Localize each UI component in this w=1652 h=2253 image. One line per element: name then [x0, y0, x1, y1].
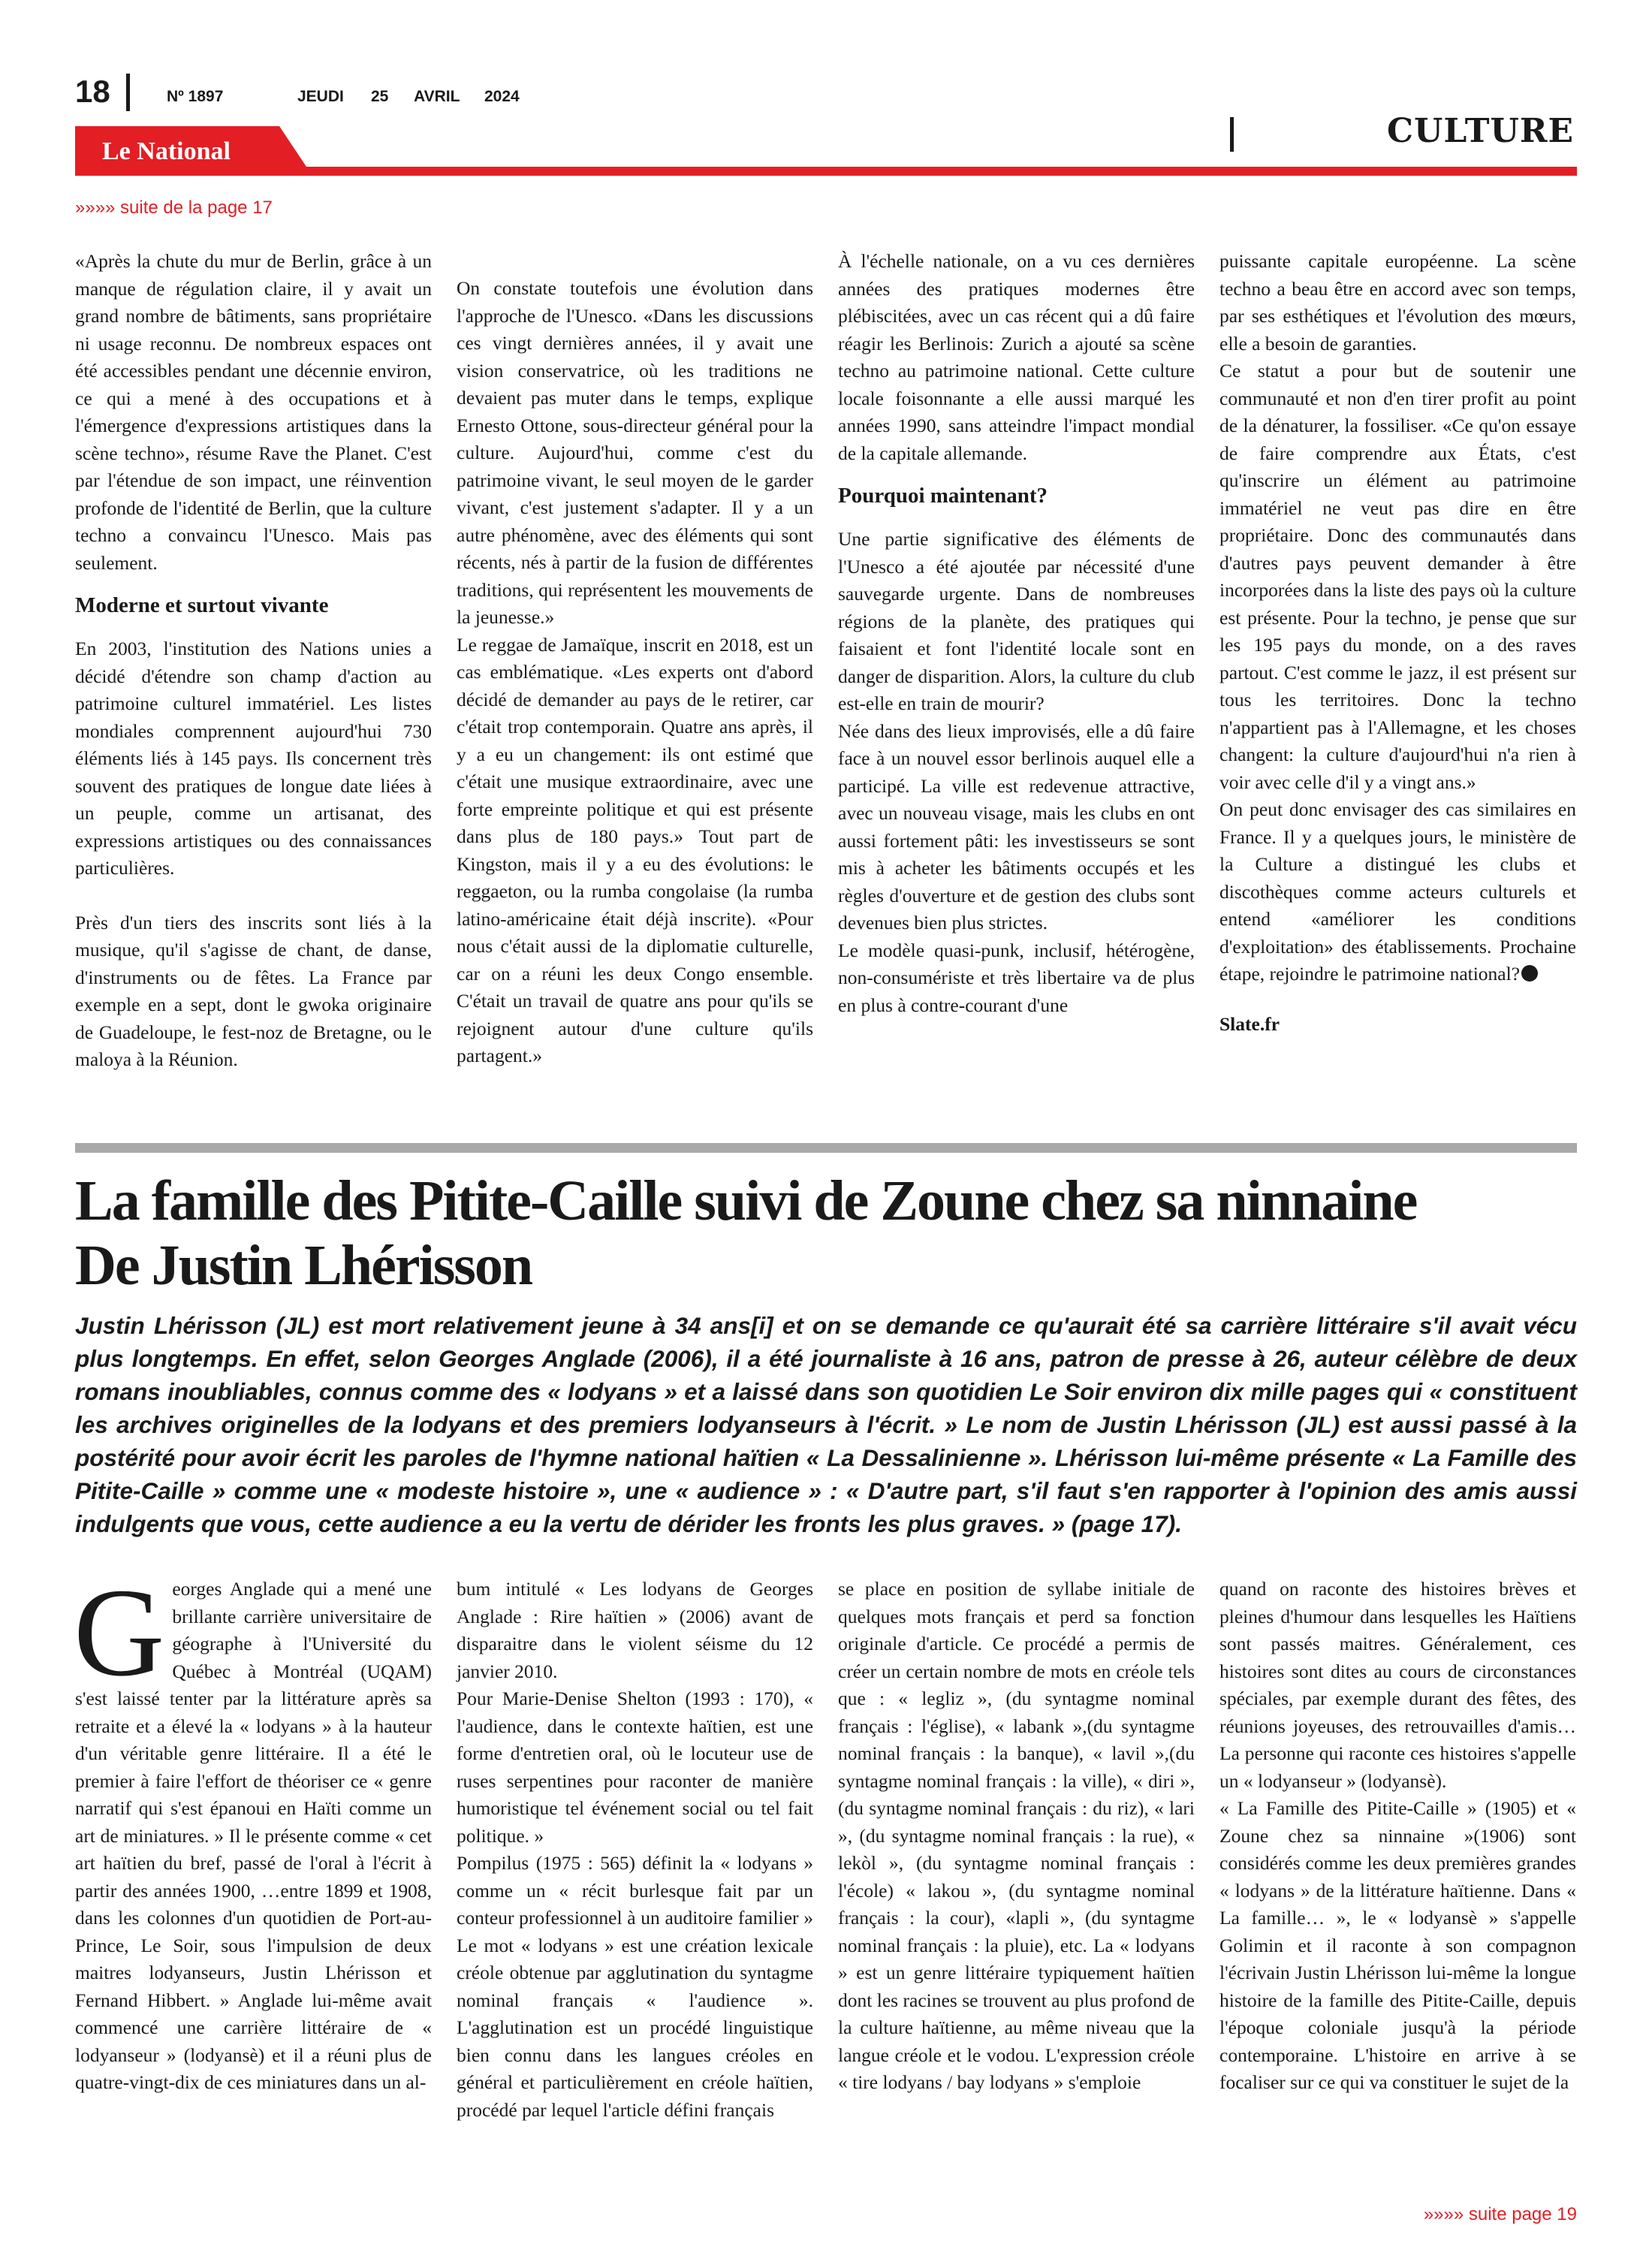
article-separator — [75, 1143, 1577, 1153]
paragraph: « La Famille des Pitite-Caille » (1905) et « Zoune chez sa ninnaine »(1906) sont considérés comme les deux premières grandes « lodyans » de la littérature haïtienne. Dans « La famille… », le « lodyansè » s'appelle Golimin et il raconte à son compagnon l'écrivain Justin Lhérisson lui-même la longue histoire de la famille des Pitite-Caille, depuis l'époque coloniale jusqu'à la période contemporaine. L'histoire en arrive à se focaliser sur ce qui va constituer le sujet de la — [1219, 1797, 1576, 2093]
continued-from[interactable]: »»»» suite de la page 17 — [75, 198, 273, 218]
paragraph: puissante capitale européenne. La scène techno a beau être en accord avec son temps, par ses esthétiques et l'évolution des mœurs, elle a besoin de garanties. — [1219, 250, 1576, 354]
section-divider — [1230, 117, 1234, 152]
paragraph: Née dans des lieux improvisés, elle a dû faire face à un nouvel essor berlinois auquel elle a participé. La ville est redevenue attractive, avec un nouveau visage, mais les clubs en ont aussi fortement pâti: les investisseurs se sont mis à acheter les bâtiments occupés et les règles d'ouverture et de gestion des clubs sont devenues bien plus strictes. — [838, 719, 1195, 933]
paragraph: bum intitulé « Les lodyans de Georges Anglade : Rire haïtien » (2006) avant de disparaitre dans le violent séisme du 12 janvier 2010. — [457, 1578, 813, 1682]
headline-line-1: La famille des Pitite-Caille suivi de Zoune chez sa ninnaine — [75, 1169, 1417, 1232]
article2-column-2 — [457, 1576, 813, 2124]
paragraph: Près d'un tiers des inscrits sont liés à la musique, qu'il s'agisse de chant, de danse, d'instruments ou de fêtes. La France par exemple en a sept, dont le gwoka originaire de Guadeloupe, le fest-noz de Bretagne, ou le maloya à la Réunion. — [75, 911, 432, 1070]
paragraph: Le modèle quasi-punk, inclusif, hétérogène, non-consumériste et très libertaire va de plus en plus à contre-courant d'une — [838, 939, 1195, 1016]
drop-cap: G — [74, 1563, 165, 1703]
paragraph-text: eorges Anglade qui a mené une brillante carrière universitaire de géographe à l'Université du Québec à Montréal (UQAM) s'est laissé tenter par la littérature après sa retraite et a élevé la « lodyans » à la hauteur d'un véritable genre littéraire. Il a été le premier à faire l'effort de théoriser ce « genre narratif qui s'est épanoui en Haïti comme un art de miniatures. » Il le présente comme « cet art haïtien du bref, passé de l'oral à l'écrit à partir des années 1900, …entre 1899 et 1908, dans les colonnes d'un quotidien de Port-au-Prince, Le Soir, sous l'impulsion de deux maitres lodyanseurs, Justin Lhérisson et Fernand Hibbert. » Anglade lui-même avait commencé une carrière littéraire de « lodyanseur » (lodyansè) et il a réuni plus de quatre-vingt-dix de ces miniatures dans un al- — [75, 1578, 432, 2093]
issue-number: Nº 1897 — [167, 88, 224, 105]
publication-name: Le National — [102, 137, 231, 165]
date-day: 25 — [371, 88, 389, 105]
article-headline — [75, 1169, 1577, 1298]
headline-line-2: De Justin Lhérisson — [75, 1234, 532, 1297]
subheading: Pourquoi maintenant? — [838, 484, 1048, 508]
paragraph-text: On peut donc envisager des cas similaires en France. Il y a quelques jours, le ministère de la Culture a distingué les clubs et discothèques comme acteurs culturels et entend «améliorer les conditions d'exploitation» des établissements. Prochaine étape, rejoindre le patrimoine national? — [1219, 798, 1576, 985]
date-year: 2024 — [484, 88, 520, 105]
article2-column-4 — [1219, 1576, 1576, 2097]
subheading: Moderne et surtout vivante — [75, 593, 329, 617]
paragraph: Ce statut a pour but de soutenir une communauté et non d'en tirer profit au point de la dénaturer, la fossiliser. «Ce qu'on essaye de faire comprendre aux États, c'est qu'inscrire un élément au patrimoine immatériel ne veut pas dire en être propriétaire. Donc des communautés dans d'autres pays peuvent demander à être incorporées dans la liste des pays où la culture est présente. Pour la techno, je pense que sur les 195 pays du monde, on a des raves partout. C'est comme le jazz, il est présent sur tous les territoires. Donc la techno n'appartient pas à l'Allemagne, et les choses changent: la culture d'aujourd'hui n'a rien à voir avec celle d'il y a vingt ans.» — [1219, 360, 1576, 793]
paragraph — [1219, 796, 1576, 988]
paragraph: À l'échelle nationale, on a vu ces dernières années des pratiques modernes être plébiscitées, avec un cas récent qui a dû faire réagir les Berlinois: Zurich a ajouté sa scène techno au patrimoine national. Cette culture locale foisonnante a elle aussi marqué les années 1990, sans atteindre l'impact mondial de la capitale allemande. — [838, 250, 1195, 464]
paragraph: Le reggae de Jamaïque, inscrit en 2018, est un cas emblématique. «Les experts ont d'abord décidé de demander au pays de le retirer, car c'était trop contemporain. Quatre ans après, il y a eu un changement: ils ont estimé que c'était une musique extraordinaire, avec une forte empreinte politique et qui est présente dans plus de 180 pays.» Tout part de Kingston, mais il y a eu des évolutions: le reggaeton, ou la rumba congolaise (la rumba latino-américaine était déjà inscrite). «Pour nous c'était aussi de la diplomatie culturelle, car on a réuni les deux Congo ensemble. C'était un travail de quatre ans pour qu'ils se rejoignent autour d'une culture qu'ils partagent.» — [457, 633, 813, 1066]
date-weekday: JEUDI — [297, 88, 344, 105]
paragraph: Une partie significative des éléments de l'Unesco a été ajoutée par nécessité d'une sauvegarde urgente. Dans de nombreuses régions de la planète, des pratiques qui faisaient et font l'identité locale sont en danger de disparition. Alors, la culture du club est-elle en train de mourir? — [838, 528, 1195, 714]
section-title: CULTURE — [1387, 112, 1574, 150]
continued-to[interactable]: »»»» suite page 19 — [1423, 2204, 1577, 2224]
article1-column-2 — [457, 275, 813, 1070]
paragraph: Pompilus (1975 : 565) définit la « lodyans » comme un « récit burlesque fait par un conteur professionnel à un auditoire familier » Le mot « lodyans » est une création lexicale créole obtenue par agglutination du syntagme nominal français « l'audience ». L'agglutination est un procédé linguistique bien connu dans les langues créoles en général et particulièrement en créole haïtien, procédé par lequel l'article défini français — [457, 1852, 813, 2121]
article2-column-1 — [74, 1563, 432, 2097]
header-divider — [126, 74, 130, 111]
paragraph: quand on raconte des histoires brèves et pleines d'humour dans lesquelles les Haïtiens sont passés maitres. Généralement, ces histoires sont dites au cours de circonstances spéciales, par exemple durant des fêtes, des réunions joyeuses, des retrouvailles d'amis…La personne qui raconte ces histoires s'appelle un « lodyanseur » (lodyansè). — [1219, 1578, 1576, 1792]
date-month: AVRIL — [414, 88, 460, 105]
article-source: Slate.fr — [1219, 1012, 1280, 1035]
paragraph: Pour Marie-Denise Shelton (1993 : 170), « l'audience, dans le contexte haïtien, est une forme d'entretien oral, où le locuteur use de ruses serpentines pour raconter de manière humoristique tel événement social ou tel fait politique. » — [457, 1687, 813, 1847]
article1-column-4 — [1219, 248, 1576, 1038]
article2-column-3 — [838, 1576, 1195, 2097]
page-number: 18 — [75, 74, 110, 109]
paragraph: «Après la chute du mur de Berlin, grâce à un manque de régulation claire, il y avait un grand nombre de bâtiments, sans propriétaire ni usage reconnu. De nombreux espaces ont été accessibles pendant une décennie environ, ce qui a mené à des occupations et à l'émergence d'expressions artistiques dans la scène techno», résume Rave the Planet. C'est par l'étendue de son impact, une réinvention profonde de l'identité de Berlin, que la culture techno a convaincu l'Unesco. Mais pas seulement. — [75, 250, 432, 574]
paragraph: On constate toutefois une évolution dans l'approche de l'Unesco. «Dans les discussions ces vingt dernières années, il y avait une vision conservatrice, où les traditions ne devaient pas muter dans le temps, explique Ernesto Ottone, sous-directeur général pour la culture. Aujourd'hui, comme c'est du patrimoine vivant, le seul moyen de le garder vivant, c'est justement s'adapter. Il y a un autre phénomène, avec des éléments qui sont récents, nés à partir de la fusion de différentes traditions, qui représentent les mouvements de la jeunesse.» — [457, 277, 813, 628]
paragraph: se place en position de syllabe initiale de quelques mots français et perd sa fonction originale d'article. Ce procédé a permis de créer un certain nombre de mots en créole tels que : « legliz », (du syntagme nominal français : l'église), « labank »,(du syntagme nominal français : la banque), « lavil »,(du syntagme nominal français : la ville), « diri », (du syntagme nominal français : du riz), « lari », (du syntagme nominal français : la rue), « lekòl », (du syntagme nominal français : l'école) « lakou », (du syntagme nominal français : la cour), «lapli », (du syntagme nominal français : la pluie), etc. La « lodyans » est un genre littéraire typiquement haïtien dont les racines se trouvent au plus profond de la culture haïtienne, au même niveau que la langue créole et le vodou. L'expression créole « tire lodyans / bay lodyans » s'emploie — [838, 1578, 1195, 2093]
end-of-article-icon — [1521, 965, 1538, 982]
article1-column-1 — [75, 248, 432, 1074]
paragraph: En 2003, l'institution des Nations unies a décidé d'étendre son champ d'action au patrimoine culturel immatériel. Les listes mondiales comprennent aujourd'hui 730 éléments liés à 145 pays. Ils concernent très souvent des pratiques de longue date liées à un peuple, comme un artisanat, des expressions artistiques ou des connaissances particulières. — [75, 638, 432, 879]
paragraph — [74, 1563, 432, 2097]
article-lead: Justin Lhérisson (JL) est mort relativement jeune à 34 ans[i] et on se demande ce qu'aurait été sa carrière littéraire s'il avait vécu plus longtemps. En effet, selon Georges Anglade (2006), il a été journaliste à 16 ans, patron de presse à 26, auteur célèbre de deux romans inoubliables, connus comme des « lodyans » et a laissé dans son quotidien Le Soir environ dix mille pages qui « constituent les archives originelles de la lodyans et des premiers lodyanseurs à l'écrit. » Le nom de Justin Lhérisson (JL) est aussi passé à la postérité pour avoir écrit les paroles de l'hymne national haïtien « La Dessalinienne ». Lhérisson lui-même présente « La Famille des Pitite-Caille » comme une « modeste histoire », une « audience » : « D'autre part, s'il faut s'en rapporter à l'opinion des amis aussi indulgents que vous, cette audience a eu la vertu de dérider les fronts les plus graves. » (page 17). — [75, 1312, 1577, 1537]
article1-column-3 — [838, 248, 1195, 1019]
